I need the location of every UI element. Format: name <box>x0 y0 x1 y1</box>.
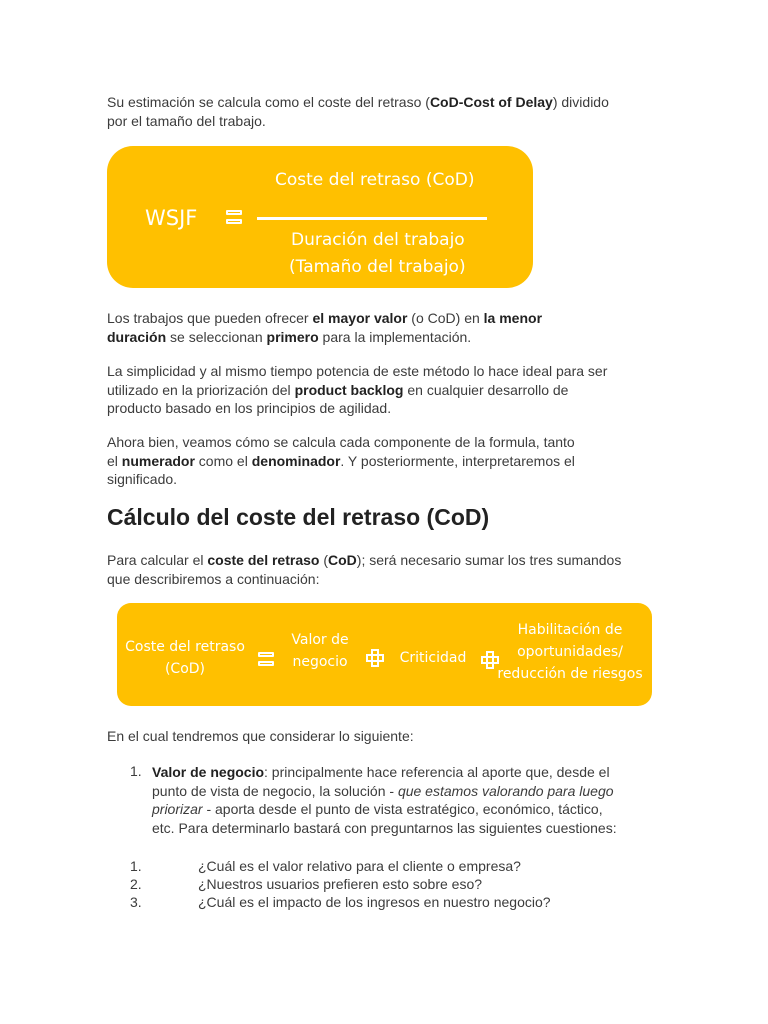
components-paragraph <box>107 433 667 489</box>
section-heading: Cálculo del coste del retraso (CoD) <box>107 504 490 530</box>
equals-icon <box>226 210 244 226</box>
text: La simplicidad y al mismo tiempo potencia de este método lo hace ideal para ser <box>107 363 608 379</box>
formula-denominator: Duración del trabajo <box>291 230 465 250</box>
list-item-number: 1. <box>130 763 142 779</box>
criticality-term: Criticidad <box>399 650 467 666</box>
text: significado. <box>107 471 178 487</box>
intro-text: por el tamaño del trabajo. <box>107 112 266 129</box>
text: utilizado en la priorización del <box>107 381 295 398</box>
italic-text: priorizar <box>152 801 203 817</box>
priority-paragraph <box>107 309 667 346</box>
cod-term <box>123 636 247 680</box>
text: ); será necesario sumar los tres sumandos <box>356 552 622 568</box>
bold-text: denominador <box>251 452 341 469</box>
text: como el <box>194 452 252 469</box>
text: oportunidades/ <box>517 644 623 660</box>
question-number: 2. <box>130 876 142 892</box>
equals-icon <box>258 652 276 668</box>
text: negocio <box>292 654 348 670</box>
intro-text: Su estimación se calcula como el coste del retraso ( <box>107 94 430 110</box>
text: en cualquier desarrollo de <box>403 381 569 398</box>
text: el <box>107 452 122 469</box>
bold-text: product backlog <box>294 381 404 398</box>
bold-text: CoD <box>328 552 357 568</box>
text: (CoD) <box>164 661 206 677</box>
text: Habilitación de <box>517 622 623 638</box>
fraction-bar <box>257 217 487 220</box>
text: (o CoD) en <box>407 310 484 326</box>
bold-text: coste del retraso <box>207 552 320 568</box>
intro-text: ) dividido <box>552 94 609 110</box>
consider-paragraph: En el cual tendremos que considerar lo siguiente: <box>107 728 414 744</box>
formula-numerator: Coste del retraso (CoD) <box>275 170 475 190</box>
simplicity-paragraph <box>107 362 667 418</box>
question-text: ¿Cuál es el impacto de los ingresos en nuestro negocio? <box>198 894 551 910</box>
question-text: ¿Nuestros usuarios prefieren esto sobre eso? <box>198 876 483 892</box>
text: : principalmente hace referencia al aporte que, desde el <box>264 764 610 780</box>
formula-denominator-sub: (Tamaño del trabajo) <box>289 257 466 277</box>
plus-icon <box>366 649 384 667</box>
business-value-term <box>281 629 359 673</box>
text: Ahora bien, veamos cómo se calcula cada componente de la formula, tanto <box>107 434 575 450</box>
cod-formula-box <box>117 603 652 706</box>
list-item <box>152 763 672 837</box>
bold-text: primero <box>266 328 319 345</box>
text: Para calcular el <box>107 552 208 568</box>
bold-text: el mayor valor <box>312 310 408 326</box>
bold-text: duración <box>107 328 167 345</box>
intro-bold: CoD-Cost of Delay <box>429 94 553 110</box>
opportunity-term <box>495 619 645 685</box>
question-text: ¿Cuál es el valor relativo para el cliente o empresa? <box>198 858 521 874</box>
cod-intro-paragraph <box>107 551 667 588</box>
text: producto basado en los principios de agilidad. <box>107 400 392 416</box>
text: reducción de riesgos <box>497 666 643 682</box>
intro-paragraph <box>107 93 667 130</box>
text: ( <box>319 552 329 568</box>
bold-text: la menor <box>483 310 543 326</box>
text: Los trabajos que pueden ofrecer <box>107 310 313 326</box>
text: para la implementación. <box>318 328 472 345</box>
bold-text: numerador <box>121 452 195 469</box>
question-number: 3. <box>130 894 142 910</box>
italic-text: que estamos valorando para luego <box>397 782 614 799</box>
text: Coste del retraso <box>125 639 245 655</box>
text: Valor de <box>291 632 349 648</box>
wsjf-label: WSJF <box>145 206 198 230</box>
bold-text: Valor de negocio <box>152 764 265 780</box>
question-number: 1. <box>130 858 142 874</box>
text: etc. Para determinarlo bastará con preguntarnos las siguientes cuestiones: <box>152 819 617 836</box>
text: - aporta desde el punto de vista estratégico, económico, táctico, <box>202 801 603 817</box>
text: que describiremos a continuación: <box>107 570 320 587</box>
text: se seleccionan <box>166 328 267 345</box>
text: punto de vista de negocio, la solución - <box>152 782 398 799</box>
text: . Y posteriormente, interpretaremos el <box>340 452 575 469</box>
wsjf-formula-box <box>107 146 533 288</box>
